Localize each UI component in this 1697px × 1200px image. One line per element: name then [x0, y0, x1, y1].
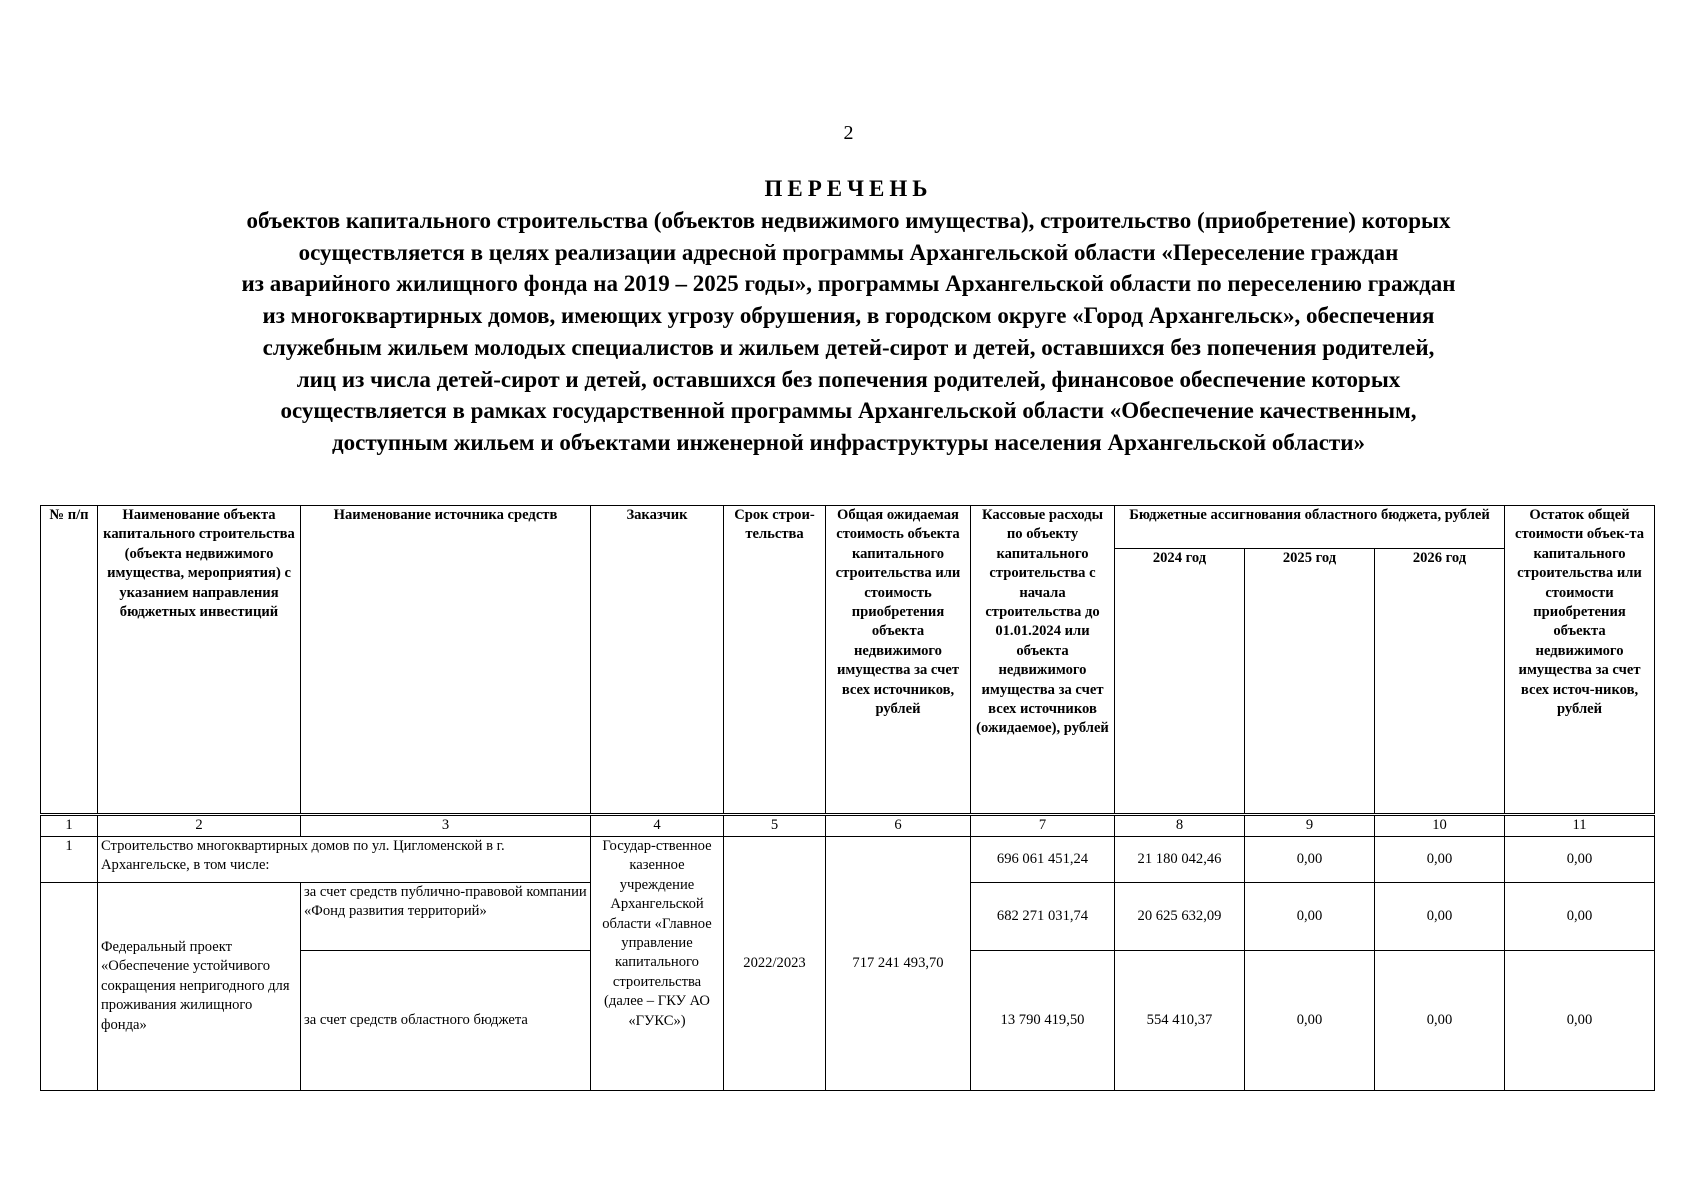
subtitle-line: осуществляется в рамках государственной программы Архангельской области «Обеспечение качественным, [280, 398, 1417, 424]
y2026-cell: 0,00 [1375, 883, 1505, 951]
subtitle-line: объектов капитального строительства (объектов недвижимого имущества), строительство (приобретение) которых [246, 208, 1451, 233]
header-2024: 2024 год [1115, 549, 1245, 815]
y2026-cell: 0,00 [1375, 837, 1505, 883]
column-number: 11 [1505, 815, 1655, 837]
subtitle-line: служебным жильем молодых специалистов и жильем детей-сирот и детей, оставшихся без попечения родителей, [262, 334, 1435, 360]
column-number: 5 [724, 815, 826, 837]
y2026-cell: 0,00 [1375, 951, 1505, 1091]
row-number: 1 [41, 837, 98, 883]
column-number: 2 [98, 815, 301, 837]
y2024-cell: 21 180 042,46 [1115, 837, 1245, 883]
subtitle-line: лиц из числа детей-сирот и детей, оставшихся без попечения родителей, финансовое обеспечение которых [296, 366, 1401, 392]
column-number: 6 [826, 815, 971, 837]
subtitle-line: доступным жильем и объектами инженерной инфраструктуры населения Архангельской области» [332, 429, 1365, 455]
remaining-cell: 0,00 [1505, 837, 1655, 883]
table-row [41, 837, 1655, 883]
document-subtitle [60, 205, 1637, 459]
subtitle-line: осуществляется в целях реализации адресной программы Архангельской области «Переселение граждан [298, 239, 1399, 265]
remaining-cell: 0,00 [1505, 883, 1655, 951]
source-cell: за счет средств областного бюджета [301, 951, 591, 1091]
term-cell: 2022/2023 [724, 837, 826, 1091]
header-2025: 2025 год [1245, 549, 1375, 815]
customer-cell: Государ-ственное казенное учреждение Архангельской области «Главное управление капитального строительства (далее – ГКУ АО «ГУКС») [591, 837, 724, 1091]
column-number: 7 [971, 815, 1115, 837]
column-number: 3 [301, 815, 591, 837]
header-budget-group: Бюджетные ассигнования областного бюджета, рублей [1115, 506, 1505, 549]
column-number: 9 [1245, 815, 1375, 837]
cash-cell: 13 790 419,50 [971, 951, 1115, 1091]
objects-table [40, 505, 1655, 1091]
remaining-cell: 0,00 [1505, 951, 1655, 1091]
document-heading [60, 176, 1637, 459]
column-number: 4 [591, 815, 724, 837]
header-term: Срок строи-тельства [724, 506, 826, 815]
column-numbers-row [41, 815, 1655, 837]
header-total-cost: Общая ожидаемая стоимость объекта капитального строительства или стоимость приобретения объекта недвижимого имущества за счет всех источников, рублей [826, 506, 971, 815]
header-num: № п/п [41, 506, 98, 815]
header-object-name: Наименование объекта капитального строительства (объекта недвижимого имущества, мероприятия) с указанием направления бюджетных инвестиций [98, 506, 301, 815]
source-cell: за счет средств публично-правовой компании «Фонд развития территорий» [301, 883, 591, 951]
object-name: Строительство многоквартирных домов по ул. Цигломенской в г. Архангельске, в том числе: [98, 837, 591, 883]
table-header-row [41, 506, 1655, 549]
header-source: Наименование источника средств [301, 506, 591, 815]
empty-cell [41, 883, 98, 1091]
cash-cell: 682 271 031,74 [971, 883, 1115, 951]
column-number: 1 [41, 815, 98, 837]
y2025-cell: 0,00 [1245, 837, 1375, 883]
cash-cell: 696 061 451,24 [971, 837, 1115, 883]
subtitle-line: из многоквартирных домов, имеющих угрозу обрушения, в городском округе «Город Архангельск», обеспечения [262, 303, 1435, 329]
header-2026: 2026 год [1375, 549, 1505, 815]
document-title: ПЕРЕЧЕНЬ [764, 176, 933, 201]
subtitle-line: из аварийного жилищного фонда на 2019 – 2025 годы», программы Архангельской области по переселению граждан [241, 271, 1456, 297]
y2024-cell: 554 410,37 [1115, 951, 1245, 1091]
y2025-cell: 0,00 [1245, 951, 1375, 1091]
column-number: 10 [1375, 815, 1505, 837]
header-customer: Заказчик [591, 506, 724, 815]
header-remaining: Остаток общей стоимости объек-та капитального строительства или стоимости приобретения объекта недвижимого имущества за счет всех источ-ников, рублей [1505, 506, 1655, 815]
header-cash-expenses: Кассовые расходы по объекту капитального строительства с начала строительства до 01.01.2024 или объекта недвижимого имущества за счет всех источников (ожидаемое), рублей [971, 506, 1115, 815]
federal-project-cell: Федеральный проект «Обеспечение устойчивого сокращения непригодного для проживания жилищного фонда» [98, 883, 301, 1091]
page-number: 2 [843, 122, 854, 144]
y2024-cell: 20 625 632,09 [1115, 883, 1245, 951]
y2025-cell: 0,00 [1245, 883, 1375, 951]
column-number: 8 [1115, 815, 1245, 837]
total-cost-cell: 717 241 493,70 [826, 837, 971, 1091]
